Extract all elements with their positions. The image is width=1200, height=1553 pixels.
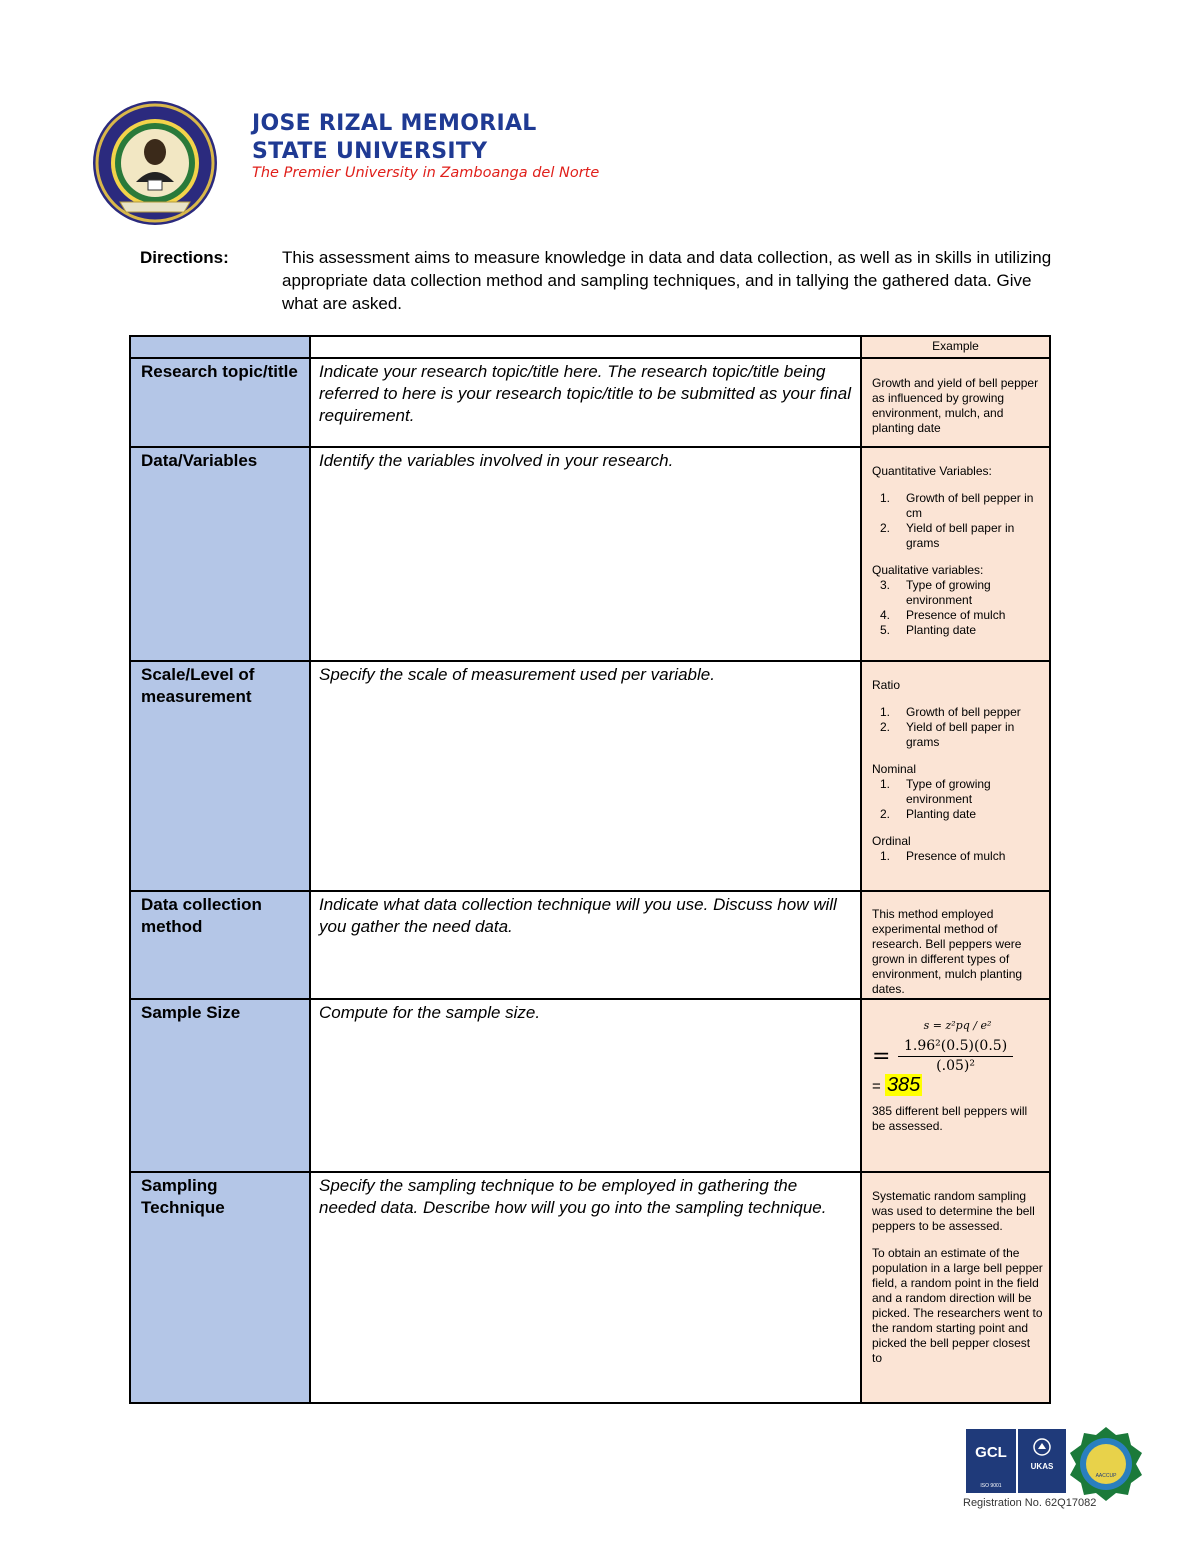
list-item: 2. Planting date	[880, 807, 977, 821]
ukas-logo-text: UKAS	[1030, 1462, 1054, 1471]
formula-computation: = $\frac{\text{1.96²(0.5)(0.5)}}{\text{(.05)²}}$	[872, 1039, 1043, 1074]
formula-fraction	[898, 1039, 1013, 1074]
assessment-table	[129, 335, 1051, 1404]
example-subheading: Qualitative variables:	[872, 563, 984, 577]
example-cell	[861, 447, 1050, 661]
row-label-cell	[130, 358, 310, 447]
row-label: Data collection method	[141, 895, 262, 936]
list-item: 1. Growth of bell pepper in cm	[880, 491, 1034, 520]
list-item: 3. Type of growing environment	[880, 578, 991, 607]
row-instruction: Specify the sampling technique to be employed in gathering the needed data. Describe how will you go into the sampling technique.	[319, 1176, 827, 1217]
list-item: 1. Presence of mulch	[880, 849, 1006, 863]
registration-number: Registration No. 62Q17082	[963, 1497, 1097, 1509]
university-tagline: The Premier University in Zamboanga del Norte	[252, 165, 600, 181]
answer-cell[interactable]	[310, 891, 861, 999]
formula-numerator: 1.96²(0.5)(0.5)	[898, 1039, 1013, 1057]
university-name-line1: JOSE RIZAL MEMORIAL	[252, 111, 537, 136]
table-row	[130, 661, 1050, 891]
list-item: 1. Growth of bell pepper	[880, 705, 1021, 719]
highlighted-result: 385	[886, 1074, 921, 1096]
table-row	[130, 999, 1050, 1172]
formula-denominator: (.05)²	[936, 1058, 975, 1074]
row-label-cell	[130, 661, 310, 891]
table-row	[130, 1172, 1050, 1403]
answer-cell[interactable]	[310, 447, 861, 661]
answer-cell[interactable]	[310, 1172, 861, 1403]
gcl-logo-text: GCL	[975, 1444, 1007, 1461]
accreditation-badges	[966, 1427, 1146, 1527]
aaccup-logo-text: AACCUP	[1095, 1473, 1117, 1479]
list-item: 2. Yield of bell paper in grams	[880, 720, 1015, 749]
directions-label: Directions:	[140, 248, 229, 267]
row-label: Sample Size	[141, 1003, 241, 1022]
header-cell-blank-answer	[310, 336, 861, 358]
example-paragraph: To obtain an estimate of the population in a large bell pepper field, a random point in the field and a random direction will be picked. The researchers went to the random starting point and picked the bell pepper closest to	[872, 1246, 1043, 1365]
example-scales	[862, 662, 1049, 864]
example-cell	[861, 999, 1050, 1172]
header-cell-example	[861, 336, 1050, 358]
row-label: Sampling Technique	[141, 1176, 225, 1217]
row-label-cell	[130, 447, 310, 661]
row-instruction: Indicate what data collection technique will you use. Discuss how will you gather the need data.	[319, 895, 837, 936]
table-row	[130, 891, 1050, 999]
row-label-cell	[130, 999, 310, 1172]
answer-cell[interactable]	[310, 358, 861, 447]
example-cell	[861, 358, 1050, 447]
sample-size-note: 385 different bell peppers will be assessed.	[872, 1104, 1028, 1133]
row-label-cell	[130, 1172, 310, 1403]
svg-text:ISO 9001: ISO 9001	[980, 1483, 1002, 1489]
directions-text: This assessment aims to measure knowledge in data and data collection, as well as in skills in utilizing appropriate data collection method and sampling techniques, and in tallying the gathered data. Give what are asked.	[282, 248, 1052, 313]
answer-cell[interactable]	[310, 661, 861, 891]
row-label: Scale/Level of measurement	[141, 665, 255, 706]
list-item: 2. Yield of bell paper in grams	[880, 521, 1015, 550]
example-sample-size	[862, 1000, 1049, 1134]
table-header-row	[130, 336, 1050, 358]
example-header: Example	[932, 339, 979, 353]
example-paragraph: Systematic random sampling was used to determine the bell peppers to be assessed.	[872, 1189, 1035, 1233]
table-row	[130, 358, 1050, 447]
example-subheading: Ratio	[872, 678, 901, 692]
list-item: 4. Presence of mulch	[880, 608, 1006, 622]
row-instruction: Indicate your research topic/title here. The research topic/title being referred to here is your research topic/title to be submitted as your final requirement.	[319, 362, 851, 425]
example-cell	[861, 1172, 1050, 1403]
example-subheading: Ordinal	[872, 834, 911, 848]
university-name	[252, 110, 537, 166]
row-label: Research topic/title	[141, 362, 298, 381]
example-subheading: Nominal	[872, 762, 917, 776]
sample-size-formula: s = z²pq / e²	[923, 1019, 992, 1032]
list-item: 1. Type of growing environment	[880, 777, 991, 806]
list-item: 5. Planting date	[880, 623, 977, 637]
row-instruction: Identify the variables involved in your research.	[319, 451, 674, 470]
example-variables	[862, 448, 1049, 638]
answer-cell[interactable]	[310, 999, 861, 1172]
university-name-line2: STATE UNIVERSITY	[252, 139, 488, 164]
row-label: Data/Variables	[141, 451, 258, 470]
university-seal	[92, 100, 218, 226]
row-label-cell	[130, 891, 310, 999]
header-cell-blank	[130, 336, 310, 358]
example-sampling	[862, 1173, 1049, 1402]
example-text: Growth and yield of bell pepper as influenced by growing environment, mulch, and planting date	[872, 376, 1039, 435]
formula-result: = 385	[872, 1074, 921, 1096]
example-text: This method employed experimental method of research. Bell peppers were grown in different types of environment, mulch planting dates.	[872, 907, 1023, 996]
example-cell	[861, 661, 1050, 891]
row-instruction: Compute for the sample size.	[319, 1003, 541, 1022]
example-subheading: Quantitative Variables:	[872, 464, 992, 478]
table-row	[130, 447, 1050, 661]
example-cell	[861, 891, 1050, 999]
row-instruction: Specify the scale of measurement used per variable.	[319, 665, 715, 684]
